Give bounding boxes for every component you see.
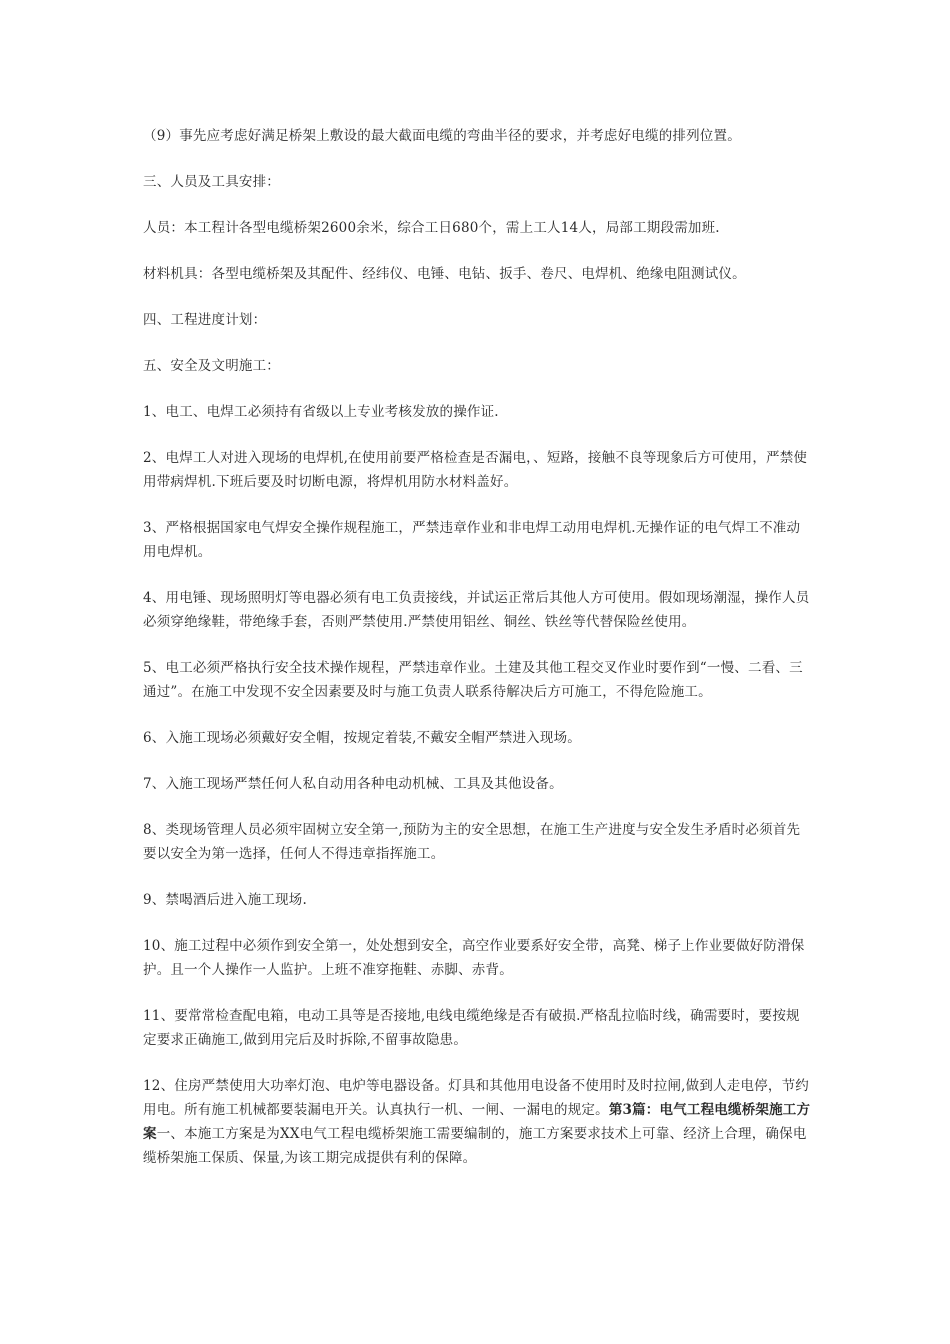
safety-item-12-text: 12、住房严禁使用大功率灯泡、电炉等电器设备。灯具和其他用电设备不使用时及时拉闸,做到人走电停，节约用电。所有施工机械都要装漏电开关。认真执行一机、一闸、一漏电的规定。 bbox=[143, 1078, 809, 1118]
paragraph-materials-tools: 材料机具：各型电缆桥架及其配件、经纬仪、电锤、电钻、扳手、卷尺、电焊机、绝缘电阻测试仪。 bbox=[143, 266, 746, 282]
next-article-title: 第3篇：电气工程电缆桥架施工方案 bbox=[143, 1102, 811, 1142]
section-heading-staffing: 三、人员及工具安排： bbox=[143, 174, 280, 190]
safety-item-12 bbox=[143, 1074, 813, 1170]
safety-item-10: 10、施工过程中必须作到安全第一，处处想到安全，高空作业要系好安全带，高凳、梯子上作业要做好防滑保护。且一个人操作一人监护。上班不准穿拖鞋、赤脚、赤背。 bbox=[143, 938, 805, 978]
safety-item-1: 1、电工、电焊工必须持有省级以上专业考核发放的操作证. bbox=[143, 404, 499, 420]
section-heading-schedule: 四、工程进度计划： bbox=[143, 312, 267, 328]
safety-item-11: 11、要常常检查配电箱，电动工具等是否接地,电线电缆绝缘是否有破损.严格乱拉临时线，确需要时，要按规定要求正确施工,做到用完后及时拆除,不留事故隐患。 bbox=[143, 1008, 800, 1048]
safety-item-3: 3、严格根据国家电气焊安全操作规程施工，严禁违章作业和非电焊工动用电焊机.无操作证的电气焊工不准动用电焊机。 bbox=[143, 520, 801, 560]
section-heading-safety: 五、安全及文明施工： bbox=[143, 358, 280, 374]
safety-item-7: 7、入施工现场严禁任何人私自动用各种电动机械、工具及其他设备。 bbox=[143, 776, 563, 792]
safety-item-9: 9、禁喝酒后进入施工现场. bbox=[143, 892, 307, 908]
paragraph-personnel: 人员：本工程计各型电缆桥架2600余米，综合工日680个，需上工人14人，局部工期段需加班. bbox=[143, 220, 720, 236]
safety-item-2: 2、电焊工人对进入现场的电焊机,在使用前要严格检查是否漏电，、短路，接触不良等现象后方可使用，严禁使用带病焊机.下班后要及时切断电源，将焊机用防水材料盖好。 bbox=[143, 450, 808, 490]
safety-item-5: 5、电工必须严格执行安全技术操作规程，严禁违章作业。土建及其他工程交叉作业时要作到“一慢、二看、三通过”。在施工中发现不安全因素要及时与施工负责人联系待解决后方可施工，不得危险施工。 bbox=[143, 660, 803, 700]
paragraph-cable-bending-radius: （9）事先应考虑好满足桥架上敷设的最大截面电缆的弯曲半径的要求，并考虑好电缆的排列位置。 bbox=[143, 128, 741, 144]
safety-item-8: 8、类现场管理人员必须牢固树立安全第一,预防为主的安全思想，在施工生产进度与安全发生矛盾时必须首先要以安全为第一选择，任何人不得违章指挥施工。 bbox=[143, 822, 801, 862]
safety-item-4: 4、用电锤、现场照明灯等电器必须有电工负责接线，并试运正常后其他人方可使用。假如现场潮湿，操作人员必须穿绝缘鞋，带绝缘手套，否则严禁使用.严禁使用铝丝、铜丝、铁丝等代替保险丝使用。 bbox=[143, 590, 810, 630]
next-article-intro: 一、本施工方案是为XX电气工程电缆桥架施工需要编制的，施工方案要求技术上可靠、经济上合理，确保电缆桥架施工保质、保量,为该工期完成提供有利的保障。 bbox=[143, 1126, 807, 1166]
document-body bbox=[143, 124, 813, 1192]
safety-item-6: 6、入施工现场必须戴好安全帽，按规定着装,不戴安全帽严禁进入现场。 bbox=[143, 730, 581, 746]
